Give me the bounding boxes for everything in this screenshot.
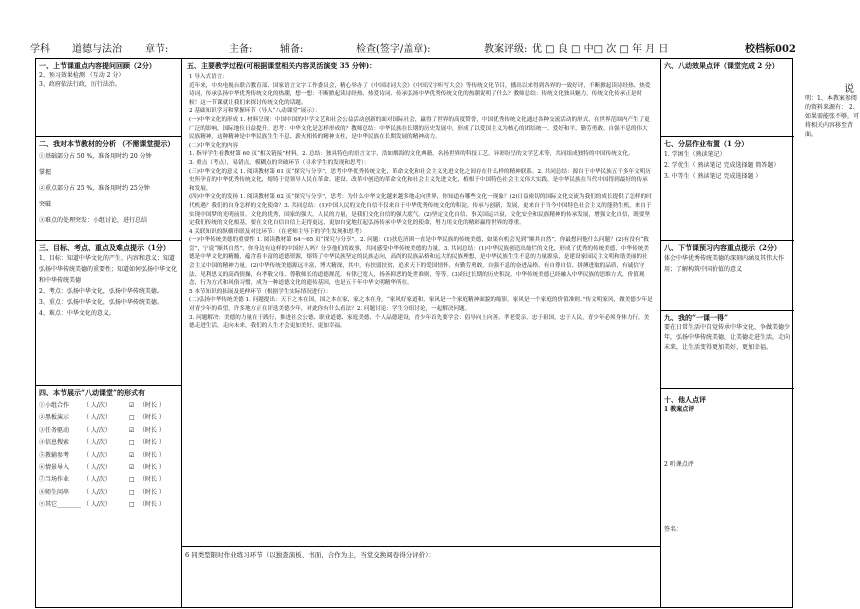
teaching-paragraph: 5 本节知识的拓展及延伸环节（根据学生实际情况进行）： — [189, 288, 332, 295]
activity-label: ④信息搜索 — [39, 439, 70, 447]
teaching-paragraph: (四)中华文化的发扬 1. 阅读教材第 62 页“探究与分享”，思考：为什么中华文化越来越多地走向世界，你知道有哪些文化一现象？(2)日益密切的国际文化交流为我们的成长提供了怎样的时代机遇？我们的自身怎样的文化使命？3. 共同总结：(1)中国人民的文化自信不仅来自于中华优秀传统文化的积淀，传承与创新，发展，更来自于当今中国特色社会主义的蓬勃生机，来自于实现中国梦的光明前景。文化的优秀，国家的强大，人民的力量，是我们文化自信的强大底气。(2)坚定文化自信，事关国运兴衰，文化安全和民族精神的传承发展，增强文化自信，既要坚定我们传统的文化根基，要在文化自信自信上走得更远，更加自觉地扛起弘扬传承中华文化的使命，努力用文化的精彩赢得世界的尊重。 — [189, 194, 652, 227]
review-line: 3、政府依法行政，厉行法治。 — [39, 81, 121, 88]
objectives-line: 3、重点：弘扬中华文化，弘扬中华传统美德。 — [39, 299, 163, 306]
activity-count: （ 人/次） — [83, 439, 111, 447]
activity-count: （ 人/次） — [83, 451, 111, 459]
teaching-paragraph: (一)中华文化的形成 1. 材料呈现：中国中国的中学文艺和社会公益活动创新的面对国际社会，赢得了世界的高度赞誉，中国优秀传统文化通过各种交流活动的形式，在世界范围内产生了更广泛的影响，国际地位日益提升。思考：中华文化是怎样形成的？教师总结：中华民族在长期的历史发展中，形成了以爱国主义为核心的团结统一、爱好和平、勤劳勇敢、自强不息的伟大民族精神，这种精神是中华民族生生不息、薪火相传的精神支柱，是中华民族在长期发展的精神动力。 — [189, 116, 650, 141]
analysis-line: 掌握 — [39, 169, 52, 176]
activity-duration: （时长 ） — [139, 488, 165, 496]
activity-count: （ 人/次） — [83, 426, 111, 434]
activity-duration: （时长 ） — [139, 414, 165, 422]
assist-preparer-label: 辅备: — [280, 44, 304, 55]
activity-row — [39, 499, 178, 511]
activity-checkbox[interactable]: ☑ — [129, 451, 135, 459]
peer-review-section — [661, 389, 794, 609]
analysis-line: ②重点部分占 25 %，准备用时约 25分钟 — [39, 185, 150, 192]
one-lesson-gain-title: 九、我的“一课一得” — [664, 313, 729, 322]
activity-count: （ 人/次） — [83, 501, 111, 509]
lead-preparer-label: 主备: — [229, 44, 253, 55]
activity-checkbox[interactable]: □ — [129, 501, 135, 509]
lesson-observation-label: 2 听课点评 — [664, 461, 694, 468]
effect-review-section — [661, 59, 794, 137]
activity-count: （ 人/次） — [83, 476, 111, 484]
preview-section — [661, 241, 794, 311]
activity-duration: （时长 ） — [139, 451, 165, 459]
activity-row — [39, 487, 178, 499]
objectives-section — [36, 241, 181, 386]
analysis-line: 突破 — [39, 201, 52, 208]
activity-duration: （时长 ） — [139, 476, 165, 484]
teaching-process-section — [182, 59, 660, 547]
activity-row — [39, 462, 178, 474]
activity-label: ⑤教辅参考 — [39, 451, 70, 459]
teaching-paragraph: 3. 重点（考点），易错点，模糊点的突破环节（寻求学生的发现和思考）： — [189, 159, 370, 166]
textbook-analysis-section — [36, 137, 181, 241]
peer-review-title: 十、他人点评 — [664, 395, 706, 404]
chapter-label: 章节: — [145, 44, 169, 55]
signature-label: 签名： — [664, 526, 683, 533]
right-column — [661, 59, 794, 607]
activity-label: ⑧师生问串 — [39, 488, 70, 496]
activity-count: （ 人/次） — [83, 414, 111, 422]
activity-duration: （时长 ） — [139, 464, 165, 472]
eight-activity-section — [36, 386, 181, 609]
activity-count: （ 人/次） — [83, 402, 111, 409]
subject-label: 学科 — [30, 44, 50, 55]
homework-section — [661, 137, 794, 241]
activity-label: ①小组合作 — [39, 402, 70, 409]
subject-value: 道德与法治 — [72, 44, 122, 55]
analysis-title: 二、我对本节教材的分析 （不需课堂提示） — [39, 139, 175, 148]
timed-homework-text: 6 同类型限时作业练习环节（以独查演板、书面、合作为主，当堂交换阅卷得分评价）： — [185, 551, 435, 559]
teaching-paragraph: 1 导入式语言： — [189, 74, 228, 80]
teaching-paragraph: (二)弘扬中华传统美德 1. 问题提出：天下之本在国，国之本在家，家之本在身。“家风好家道和，家风是一个家庭精神面貌的缩影，家风是一个家庭的价值准则。”传文明家风，做美德少年是对青少年的希望，许多地方正在评选美德少年，对此你有什么看法？2. 问题讨论：学生分组讨论，一起解决问题。 — [189, 297, 653, 313]
activity-row — [39, 412, 178, 424]
activity-row — [39, 437, 178, 449]
activity-duration: （时长 ） — [139, 402, 165, 409]
activity-checkbox[interactable]: □ — [129, 414, 135, 422]
teaching-paragraph: (二)中华文化的内容 — [189, 142, 239, 149]
homework-title: 七、分层作业布置（1 分） — [664, 139, 749, 148]
objectives-title: 三、目标、考点、重点及难点提示（1分） — [39, 243, 170, 252]
eight-activity-title: 四、本节展示“八动课堂”的形式有 — [39, 388, 146, 397]
teaching-paragraph: 近年来，中央电视台联合教育部、国家语言文字工作委员会，精心举办了《中国诗词大会》《中国汉字听写大会》等传统文化节目，播出以来得到各界的一致好评，不断掀起读诗经热、热爱诗词，传承弘扬中华优秀传统文化的热潮，想一想：不断掀起读诗经热、热爱诗词、传承弘扬中华优秀传统文化的热潮说明了什么？教师总结：传统文化独具魅力，传统文化传承正是时候！这一节课就让我们来探讨传统文化的话题。 — [189, 82, 651, 106]
activity-label: ⑥情景导入 — [39, 464, 70, 472]
objectives-line: 2、考点：弘扬中华文化，弘扬中华传统美德。 — [39, 288, 163, 295]
activity-count: （ 人/次） — [83, 464, 111, 472]
analysis-line: ③难点的处理突发：小组讨论，进行总结 — [39, 217, 148, 224]
analysis-line: ①基础部分占 50 %，准备用时约 20 分钟 — [39, 153, 152, 160]
teaching-process-body — [185, 71, 657, 333]
one-lesson-gain-text: 要在日常生活中自觉传承中华文化，争做美德少年，弘扬中华传统美德，让美德走进生活，走向未来，让生活变得更加美好、更加幸福。 — [664, 324, 791, 351]
objectives-line: 4、难点：中华文化的意义。 — [39, 310, 115, 317]
teaching-paragraph: 3. 问题解决：美德的力量在于践行，推进社会公德、职业道德、家庭美德、个人品德建设，青少年首先要学会：倡导向上向善，孝老爱亲，忠于祖国，忠于人民，青少年必须身体力行，美德走进生活，走向未来，我们的人生才会更加美好，更加幸福。 — [189, 314, 650, 330]
activity-row — [39, 450, 178, 462]
homework-line: 2. 学优生（ 熟读笔记 完成选择题 简答题） — [664, 162, 780, 169]
timed-homework-section — [182, 547, 660, 609]
activity-duration: （时长 ） — [139, 501, 165, 509]
teaching-paragraph: 2 基础知识学习和掌握环节（导入“八动课堂”展示）： — [189, 108, 321, 115]
side-notes-text: 明：1、本教案参阅的资料来源有： 2、如果需能张不够，可将相关内容移至背面。 — [805, 95, 860, 138]
homework-line: 3. 中等生（ 熟读笔记 完成选择题 ） — [664, 173, 762, 180]
activity-checkbox[interactable]: □ — [129, 476, 135, 484]
side-notes-title: 说 — [844, 84, 854, 95]
activity-duration: （时长 ） — [139, 439, 165, 447]
middle-column — [182, 59, 661, 607]
left-column — [36, 59, 182, 607]
effect-review-title: 六、八动效果点评（课堂完成 2 分） — [664, 61, 779, 70]
side-notes — [805, 85, 860, 139]
activity-checkbox[interactable]: ☑ — [129, 402, 135, 409]
rating-options: 优 □ 良 □ 中□ 次 □ 年 月 日 — [532, 44, 669, 55]
preview-text: 体会中华优秀传统美德的深刻内涵及其伟大作用；了解构筑中国价值的意义 — [664, 255, 785, 273]
teaching-paragraph: 1. 指导学生看教材第 60 页“相关链接”材料。2. 总结：独具特色的语言文字，浩如烟海的文化典籍，名扬世界的科技工艺，异彩纷呈的文学艺术等，共同组成独特的中国传统文化。 — [189, 151, 634, 158]
activity-row — [39, 425, 178, 437]
teaching-process-title: 五、主要教学过程(可根据课堂相关内容灵活演变 35 分钟)： — [187, 61, 377, 70]
review-title: 一、上节课重点内容提问回顾（2分） — [39, 61, 156, 70]
teaching-paragraph: 4 关联知识的纵横串联及对比环节：（在老师主导下的学生发现和思考） — [189, 228, 365, 235]
objectives-line: 1、目标：知道中华文化的产生、内容和意义；知道弘扬中华传统美德的重要性；知道如何弘扬中华文化和中华传统美德 — [39, 255, 178, 284]
teaching-paragraph: (三)中华文化的意义 1. 阅读教材第 61 页“探究与分享”，思考中华优秀传统文化，革命文化和社会主义先进文化之间存在什么样的精神联系。2. 共同总结：源自于中华民族五千多年文明历史所孕育的中华优秀传统文化，熔铸于党领导人民在革命、建设、改革中创造的革命文化和社会主义先进文化，植根于中国特色社会主义伟大实践，是中华民族在当代中国得到最好的传承和发展。 — [189, 168, 651, 192]
lesson-plan-review-label: 1 教案点评 — [664, 406, 695, 413]
activity-checkbox[interactable]: □ — [129, 488, 135, 496]
review-section — [36, 59, 181, 137]
rating-label: 教案评级: — [484, 44, 528, 55]
preview-title: 八、下节课预习内容重点提示（2分） — [664, 243, 781, 252]
lesson-plan-table — [35, 58, 793, 608]
activity-checkbox[interactable]: ☑ — [129, 464, 135, 472]
one-lesson-gain-section — [661, 311, 794, 389]
activity-label: ⑦当场作业 — [39, 476, 70, 484]
activity-checkbox[interactable]: ☑ — [129, 426, 135, 434]
activity-row — [39, 400, 178, 412]
activity-label: ⑨其它________ — [39, 501, 82, 509]
activity-duration: （时长 ） — [139, 426, 165, 434]
review-line: 2、预习效果检测 （互动 2 分） — [39, 72, 125, 79]
activity-label: ③任务驱动 — [39, 426, 70, 434]
activity-row — [39, 474, 178, 486]
activity-checkbox[interactable]: □ — [129, 439, 135, 447]
activity-label: ②黑板演示 — [39, 414, 70, 422]
check-sign-label: 检查(签字/盖章): — [356, 44, 431, 55]
homework-line: 1. 学困生（熟读笔记） — [664, 151, 726, 158]
activity-count: （ 人/次） — [83, 488, 111, 496]
teaching-paragraph: (一)中华传统美德的重要性 1. 阅读教材第 64～65 页“探究与分享”。2. 问题：(1)扶危济困一直是中华民族的传统美德，如果有机会见到“顺其自然”，你最想问他什么问题？(2)有没有“救尝”，宁说“顺其自然”，你身边有这样的中国好人吗？分享他们的故事，共同感受中华传统美德的力量。3. 共同总结：(1)中华民族创造出灿烂的文化，形成了优秀的传统美德，中华传统美德是中华文化的精髓，蕴含着丰富的道德资源，熔铸了中华民族坚定的民族志向，高尚的民族品格和远大的民族理想，是中华民族生生不息的力量源泉，是建设家园民主文明和谐美丽的社会主义中国的精神力量。(2)中华传统美德源远丰富，博大精深，其中，有扶弱扶贫，追求天下的爱国情怀，有勤劳勇敢，自强不息的奋进品格，有自尊自信、拼搏进取的品质，有诚信守法、见利思义的高尚情操，有孝敬父母、尊敬师长的道德规范，有律已宽人，扬善抑恶的处世准则，等等。(3)经过长期的历史积淀，中华传统美德已经融入中华民族的思维方式，价值观念，行为方式和风俗习惯，成为一种道德文化的遗传基因，也是五千年中华文明精华所在。 — [189, 237, 649, 287]
form-number: 校档标002 — [745, 44, 796, 55]
